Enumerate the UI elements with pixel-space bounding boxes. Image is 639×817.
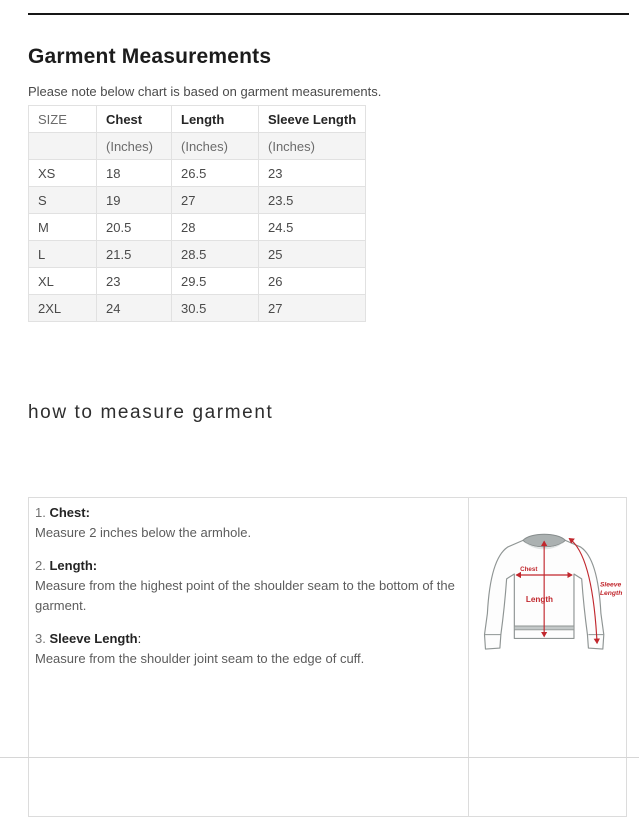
step-number: 3. [35,631,50,646]
step-heading [35,503,458,523]
step-description: Measure 2 inches below the armhole. [35,525,252,540]
size-chart-cell: 18 [97,160,172,187]
page-title: Garment Measurements [28,45,272,68]
size-chart-units-cell: (Inches) [97,133,172,160]
step-number: 2. [35,558,50,573]
size-chart-cell: 19 [97,187,172,214]
diagram-cell [469,498,626,816]
garment-measurements-page [0,13,639,817]
size-chart-cell: 20.5 [97,214,172,241]
size-chart-cell: 26.5 [172,160,259,187]
size-chart-row [29,241,366,268]
chest-arrow-label: Chest [519,566,537,574]
size-chart-cell: 27 [259,295,366,322]
step-description: Measure from the highest point of the shoulder seam to the bottom of the garment. [35,578,455,613]
size-chart-cell: 23 [259,160,366,187]
size-chart-cell: 24.5 [259,214,366,241]
size-chart-row [29,160,366,187]
size-chart-cell: 29.5 [172,268,259,295]
size-chart-row [29,214,366,241]
step-description: Measure from the shoulder joint seam to the edge of cuff. [35,651,365,666]
size-chart-header-cell: SIZE [29,106,97,133]
how-to-measure-heading: how to measure garment [28,402,274,423]
size-chart-row [29,187,366,214]
step-label: Sleeve Length [49,631,138,646]
size-chart-cell: 26 [259,268,366,295]
step-label: Length: [49,558,98,573]
top-divider-rule [28,13,629,15]
size-chart-cell: 25 [259,241,366,268]
step-heading [35,629,458,649]
size-chart-row [29,295,366,322]
size-chart-cell: 28 [172,214,259,241]
size-chart-units-cell: (Inches) [172,133,259,160]
size-chart-cell: XL [29,268,97,295]
step-number: 1. [35,505,50,520]
page-bottom-edge [0,757,639,758]
size-chart-header-cell: Sleeve Length [259,106,366,133]
size-chart-table [28,105,366,322]
step-label-suffix: : [137,631,142,646]
measurements-note: Please note below chart is based on garment measurements. [28,84,382,99]
size-chart-header-cell: Length [172,106,259,133]
size-chart-cell: XS [29,160,97,187]
size-chart-cell: 23.5 [259,187,366,214]
size-chart-cell: M [29,214,97,241]
size-chart-units-cell [29,133,97,160]
size-chart-header-row [29,106,366,133]
size-chart-row [29,268,366,295]
size-chart-units-row [29,133,366,160]
size-chart-cell: 30.5 [172,295,259,322]
size-chart-cell: 28.5 [172,241,259,268]
step-heading [35,556,458,576]
size-chart-cell: 23 [97,268,172,295]
size-chart-header-cell: Chest [97,106,172,133]
size-chart-cell: 21.5 [97,241,172,268]
length-arrow-label: Length [525,594,553,604]
sleeve-length-label-line2: Length [599,590,622,598]
step-label: Chest: [49,505,90,520]
measure-steps-list [29,498,469,816]
size-chart-cell: 24 [97,295,172,322]
size-chart-cell: 27 [172,187,259,214]
measure-instructions-box [28,497,627,817]
sweatshirt-diagram [472,524,624,676]
size-chart-units-cell: (Inches) [259,133,366,160]
sleeve-length-label-line1: Sleeve [599,581,621,589]
size-chart-cell: S [29,187,97,214]
size-chart-cell: L [29,241,97,268]
size-chart-cell: 2XL [29,295,97,322]
